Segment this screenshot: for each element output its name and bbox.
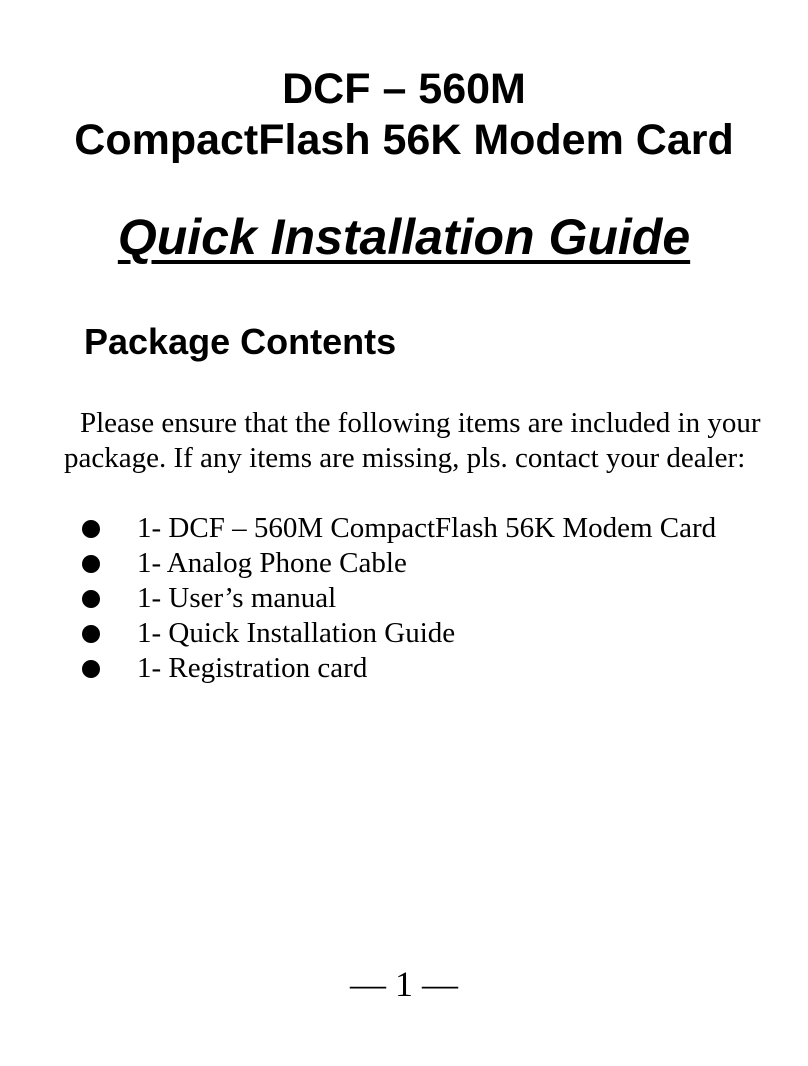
list-item <box>0 511 808 546</box>
list-item <box>0 651 808 686</box>
guide-title-text: Quick Installation Guide <box>117 209 691 265</box>
model-title: DCF – 560M <box>282 65 526 113</box>
product-title: CompactFlash 56K Modem Card <box>74 116 734 164</box>
guide-title <box>0 206 808 268</box>
section-heading: Package Contents <box>84 321 397 362</box>
package-contents-list <box>0 511 808 686</box>
list-item-text: 1- Registration card <box>137 652 368 684</box>
bullet-icon <box>82 520 100 538</box>
page-number: — 1 — <box>350 964 458 1004</box>
list-item-text: 1- DCF – 560M CompactFlash 56K Modem Card <box>137 512 717 544</box>
list-item-text: 1- User’s manual <box>137 582 337 614</box>
list-item-text: 1- Quick Installation Guide <box>137 617 456 649</box>
bullet-icon <box>82 555 100 573</box>
bullet-icon <box>82 625 100 643</box>
list-item-text: 1- Analog Phone Cable <box>137 547 407 579</box>
list-item <box>0 546 808 581</box>
bullet-icon <box>82 590 100 608</box>
list-item <box>0 616 808 651</box>
bullet-icon <box>82 660 100 678</box>
intro-paragraph: Please ensure that the following items are included in your package. If any items are missing, pls. contact your dealer: <box>64 407 761 474</box>
list-item <box>0 581 808 616</box>
